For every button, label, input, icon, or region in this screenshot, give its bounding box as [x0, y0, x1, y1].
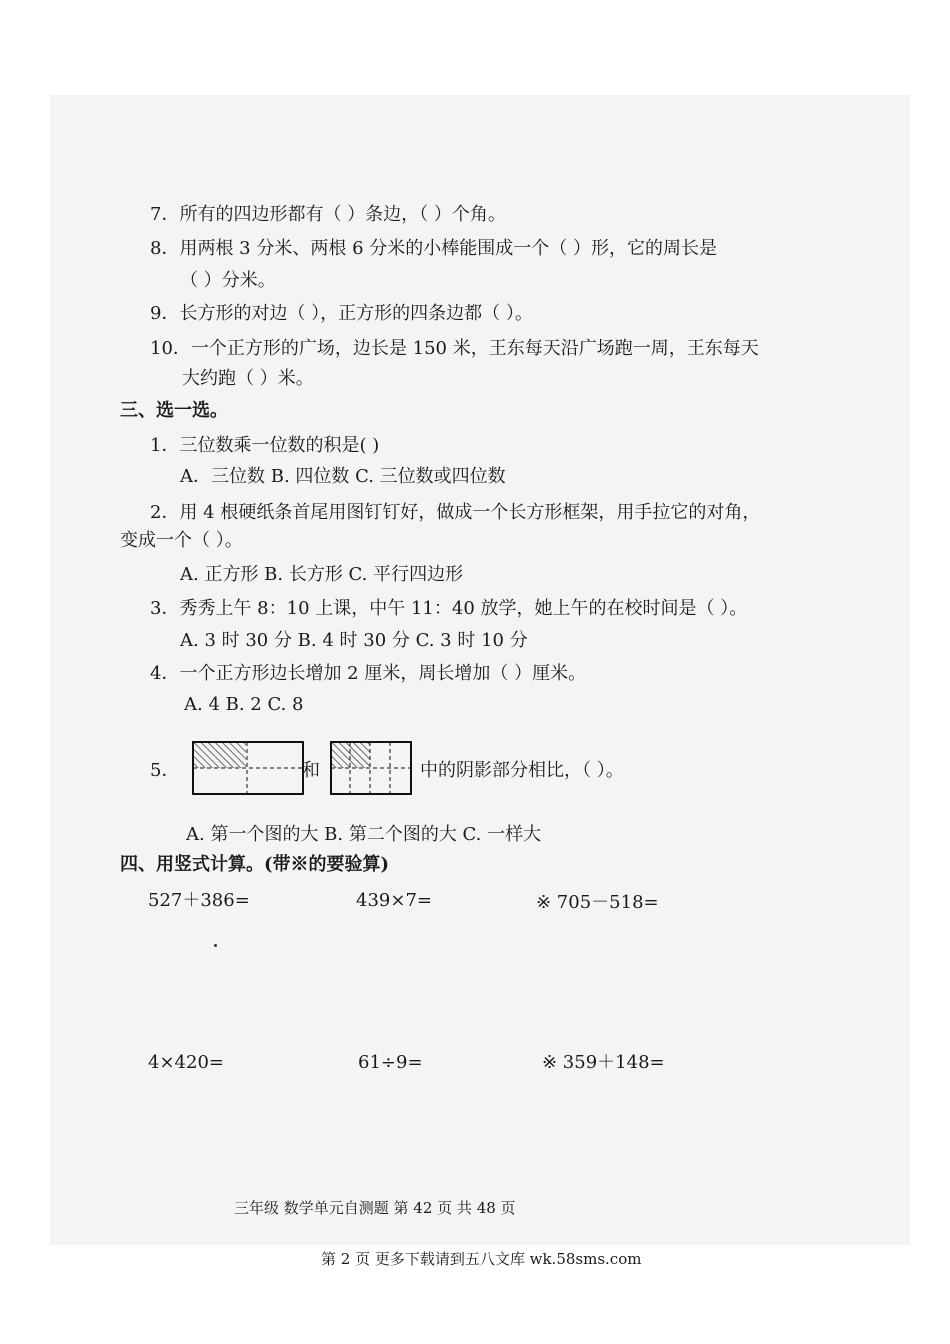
- page-footer: 三年级 数学单元自测题 第 42 页 共 48 页: [234, 1199, 516, 1217]
- choice-question-2-continued: 变成一个（ ）。: [120, 530, 243, 551]
- calc-3: ※ 705－518=: [536, 892, 659, 913]
- calc-5: 61÷9=: [358, 1052, 423, 1073]
- section-3-title: 三、选一选。: [120, 400, 228, 421]
- calc-4: 4×420=: [148, 1052, 224, 1073]
- rectangle-figure-1: [192, 741, 304, 795]
- choice-question-3: 3．秀秀上午 8：10 上课，中午 11：40 放学，她上午的在校时间是（ ）。: [150, 598, 748, 619]
- choice-question-1-options: A．三位数 B. 四位数 C. 三位数或四位数: [180, 466, 506, 487]
- choice-question-5-options: A. 第一个图的大 B. 第二个图的大 C. 一样大: [186, 824, 542, 845]
- choice-question-5-tail: 中的阴影部分相比，（ ）。: [420, 760, 624, 781]
- question-8-continued: （ ）分米。: [180, 270, 276, 291]
- site-footer: 第 2 页 更多下载请到五八文库 wk.58sms.com: [321, 1250, 642, 1268]
- question-10: 10．一个正方形的广场，边长是 150 米，王东每天沿广场跑一周，王东每天: [150, 338, 759, 359]
- question-8: 8．用两根 3 分米、两根 6 分米的小棒能围成一个（ ）形，它的周长是: [150, 238, 717, 259]
- question-7: 7．所有的四边形都有（ ）条边，（ ）个角。: [150, 204, 506, 225]
- calc-1: 527＋386=: [148, 890, 250, 911]
- calc-2: 439×7=: [356, 890, 432, 911]
- choice-question-2-options: A. 正方形 B. 长方形 C. 平行四边形: [180, 564, 464, 585]
- choice-question-1: 1．三位数乘一位数的积是( ): [150, 435, 380, 456]
- choice-question-5-and: 和: [302, 760, 320, 781]
- choice-question-2: 2．用 4 根硬纸条首尾用图钉钉好，做成一个长方形框架，用手拉它的对角，: [150, 502, 761, 523]
- scan-dot: [214, 944, 217, 947]
- question-10-continued: 大约跑（ ）米。: [182, 368, 314, 389]
- choice-question-3-options: A. 3 时 30 分 B. 4 时 30 分 C. 3 时 10 分: [180, 630, 528, 651]
- choice-question-5-number: 5．: [150, 760, 180, 781]
- section-4-title: 四、用竖式计算。(带※的要验算): [120, 854, 390, 875]
- question-9: 9．长方形的对边（ ），正方形的四条边都（ ）。: [150, 303, 533, 324]
- rectangle-figure-2: [330, 741, 412, 795]
- calc-6: ※ 359＋148=: [542, 1052, 665, 1073]
- choice-question-4-options: A. 4 B. 2 C. 8: [184, 694, 304, 715]
- choice-question-4: 4．一个正方形边长增加 2 厘米，周长增加（ ）厘米。: [150, 663, 587, 684]
